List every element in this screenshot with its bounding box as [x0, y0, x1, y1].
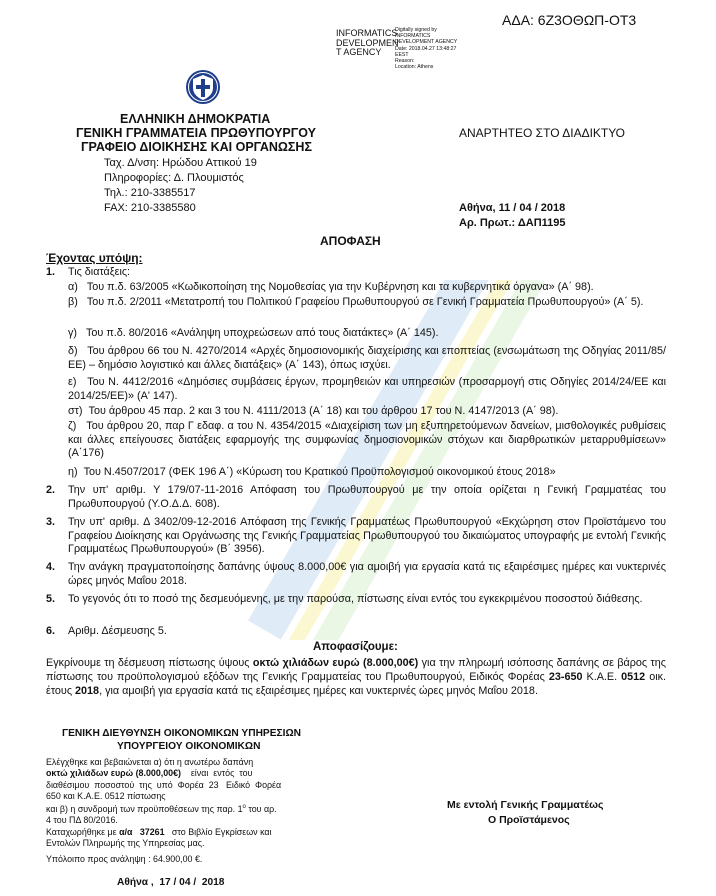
posting-note: ΑΝΑΡΤΗΤΕΟ ΣΤΟ ΔΙΑΔΙΚΤΥΟ — [459, 126, 625, 140]
ministry-title-2: ΥΠΟΥΡΓΕΙΟΥ ΟΙΚΟΝΟΜΙΚΩΝ — [117, 741, 261, 752]
item-3-text: Την υπ' αριθμ. Δ 3402/09-12-2016 Απόφαση της Γενικής Γραμματέως Πρωθυπουργού «Εκχώρηση στον Προϊστάμενο του Γραφείου Διοίκησης και Οργάνωσης της Γενικής Γραμματείας Πρωθυπουργού του δικαιώματος υπογραφής με εντολή Γενικής Γραμματέως Πρωθυπουργού» (Β΄ 3956). — [68, 516, 666, 556]
item-6-text: Αριθμ. Δέσμευσης 5. — [68, 625, 167, 637]
decide-heading: Αποφασίζουμε: — [313, 641, 398, 653]
order-line-2: Ο Προϊστάμενος — [488, 814, 570, 826]
sub-item-c: γ) Του π.δ. 80/2016 «Ανάληψη υποχρεώσεων από τους διατάκτες» (Α΄ 145). — [68, 327, 439, 339]
ministry-title-1: ΓΕΝΙΚΗ ΔΙΕΥΘΥΝΣΗ ΟΙΚΟΝΟΜΙΚΩΝ ΥΠΗΡΕΣΙΩΝ — [62, 728, 301, 739]
item-6-number: 6. — [46, 625, 56, 637]
decision-paragraph: Εγκρίνουμε τη δέσμευση πίστωσης ύψους οκτώ χιλιάδων ευρώ (8.000,00€) για την πληρωμή ισόποσης δαπάνης σε βάρος της πίστωσης του προϋπολογισμού εξόδων της Γενικής Γραμματείας του Πρωθυπουργού, Ειδικός Φορέας 23-650 Κ.Α.Ε. 0512 οικ. έτους 2018, για αμοιβή για εργασία κατά τις εξαιρέσιμες ημέρες και νυκτερινές ώρες μηνός Μαΐου 2018. — [46, 657, 667, 698]
greek-emblem-icon — [185, 68, 221, 106]
sub-item-z: ζ) Του άρθρου 20, παρ Γ εδαφ. α του Ν. 4354/2015 «Διαχείριση των μη εξυπηρετούμενων δανείων, μισθολογικές ρυθμίσεις και άλλες επείγουσες διατάξεις εφαρμογής της συμφωνίας δημοσιονομικών στόχων και διαρθρωτικών μεταρρυθμίσεων» (Α΄176) — [68, 420, 667, 460]
sub-item-h: η) Του Ν.4507/2017 (ΦΕΚ 196 Α΄) «Κύρωση του Κρατικού Προϋπολογισμού οικονομικού έτους 2018» — [68, 466, 556, 478]
document-title: ΑΠΟΦΑΣΗ — [320, 234, 381, 248]
sub-item-st: στ) Του άρθρου 45 παρ. 2 και 3 του Ν. 4111/2013 (Α΄ 18) και του άρθρου 17 του Ν. 4147/2013 (Α΄ 98). — [68, 405, 559, 417]
item-1-number: 1. — [46, 266, 56, 278]
header-secretariat: ΓΕΝΙΚΗ ΓΡΑΜΜΑΤΕΙΑ ΠΡΩΘΥΠΟΥΡΓΟΥ — [76, 126, 316, 140]
sub-item-e: ε) Του Ν. 4412/2016 «Δημόσιες συμβάσεις έργων, προμηθειών και υπηρεσιών (προσαρμογή στις Οδηγίες 2014/24/ΕΕ και 2014/25/ΕΕ)» (Α' 147). — [68, 376, 667, 402]
protocol-number: Αρ. Πρωτ.: ΔΑΠ1195 — [459, 217, 566, 229]
item-1-text: Τις διατάξεις: — [68, 266, 131, 278]
header-republic: ΕΛΛΗΝΙΚΗ ΔΗΜΟΚΡΑΤΙΑ — [120, 112, 271, 126]
signature-org: INFORMATICS DEVELOPMEN T AGENCY — [336, 28, 399, 58]
document-date: Αθήνα, 11 / 04 / 2018 — [459, 202, 566, 214]
contact-fax: FAX: 210-3385580 — [104, 202, 196, 214]
item-5-number: 5. — [46, 593, 56, 605]
ministry-date: Αθήνα , 17 / 04 / 2018 — [117, 877, 225, 888]
item-4-text: Την ανάγκη πραγματοποίησης δαπάνης ύψους 8.000,00€ για αμοιβή για εργασία κατά τις εξαιρέσιμες ημέρες και νυκτερινές ώρες μηνός Μαΐου 2018. — [68, 561, 666, 587]
ada-code: ΑΔΑ: 6Ζ3ΟΘΩΠ-ΟΤ3 — [502, 12, 637, 28]
item-5-text: Το γεγονός ότι το ποσό της δεσμευόμενης, με την παρούσα, πίστωσης είναι εντός του εγκεκριμένου ποσοστού διάθεσης. — [68, 593, 643, 605]
item-2-text: Την υπ' αριθμ. Υ 179/07-11-2016 Απόφαση του Πρωθυπουργού με την οποία ορίζεται η Γενική Γραμματέας του Πρωθυπουργού (Υ.Ο.Δ.Δ. 608). — [68, 484, 666, 510]
considering-heading: Έχοντας υπόψη: — [46, 251, 143, 265]
contact-info: Πληροφορίες: Δ. Πλουμιστός — [104, 172, 244, 184]
verification-text: Ελέγχθηκε και βεβαιώνεται α) ότι η ανωτέρω δαπάνη οκτώ χιλιάδων ευρώ (8.000,00€) είναι εντός του διαθέσιμου ποσοστού της υπό Φορέα 23 Ειδικό Φορέα 650 και Κ.Α.Ε. 0512 πίστωσης και β) η συνδρομή των προϋποθέσεων της παρ. $1^o$ του αρ. 4 του ΠΔ 80/2016. Καταχωρήθηκε με α/α 37261 στο Βιβλίο Εγκρίσεων και Εντολών Πληρωμής της Υπηρεσίας μας. Υπόλοιπο προς ανάληψη : 64.900,00 €. — [46, 757, 282, 865]
order-line-1: Με εντολή Γενικής Γραμματέως — [447, 799, 604, 811]
header-office: ΓΡΑΦΕΙΟ ΔΙΟΙΚΗΣΗΣ ΚΑΙ ΟΡΓΑΝΩΣΗΣ — [81, 140, 312, 154]
contact-tel: Τηλ.: 210-3385517 — [104, 187, 196, 199]
item-3-number: 3. — [46, 516, 56, 528]
item-4-number: 4. — [46, 561, 56, 573]
item-2-number: 2. — [46, 484, 56, 496]
signature-details: Digitally signed by INFORMATICS DEVELOPMENT AGENCY Date: 2018.04.27 13:48:27 EEST Reason: Location: Athens — [395, 27, 458, 71]
sub-item-b: β) Του π.δ. 2/2011 «Μετατροπή του Πολιτικού Γραφείου Πρωθυπουργού σε Γενική Γραμματεία Πρωθυπουργού» (Α΄ 5). — [68, 296, 644, 308]
sub-item-a: α) Του π.δ. 63/2005 «Κωδικοποίηση της Νομοθεσίας για την Κυβέρνηση και τα κυβερνητικά όργανα» (Α΄ 98). — [68, 281, 594, 293]
sub-item-d: δ) Του άρθρου 66 του Ν. 4270/2014 «Αρχές δημοσιονομικής διαχείρισης και εποπτείας (ενσωμάτωση της Οδηγίας 2011/85/ΕΕ) – δημόσιο λογιστικό και άλλες διατάξεις» (Α΄ 143), όπως ισχύει. — [68, 345, 667, 371]
contact-address: Ταχ. Δ/νση: Ηρώδου Αττικού 19 — [104, 157, 257, 169]
